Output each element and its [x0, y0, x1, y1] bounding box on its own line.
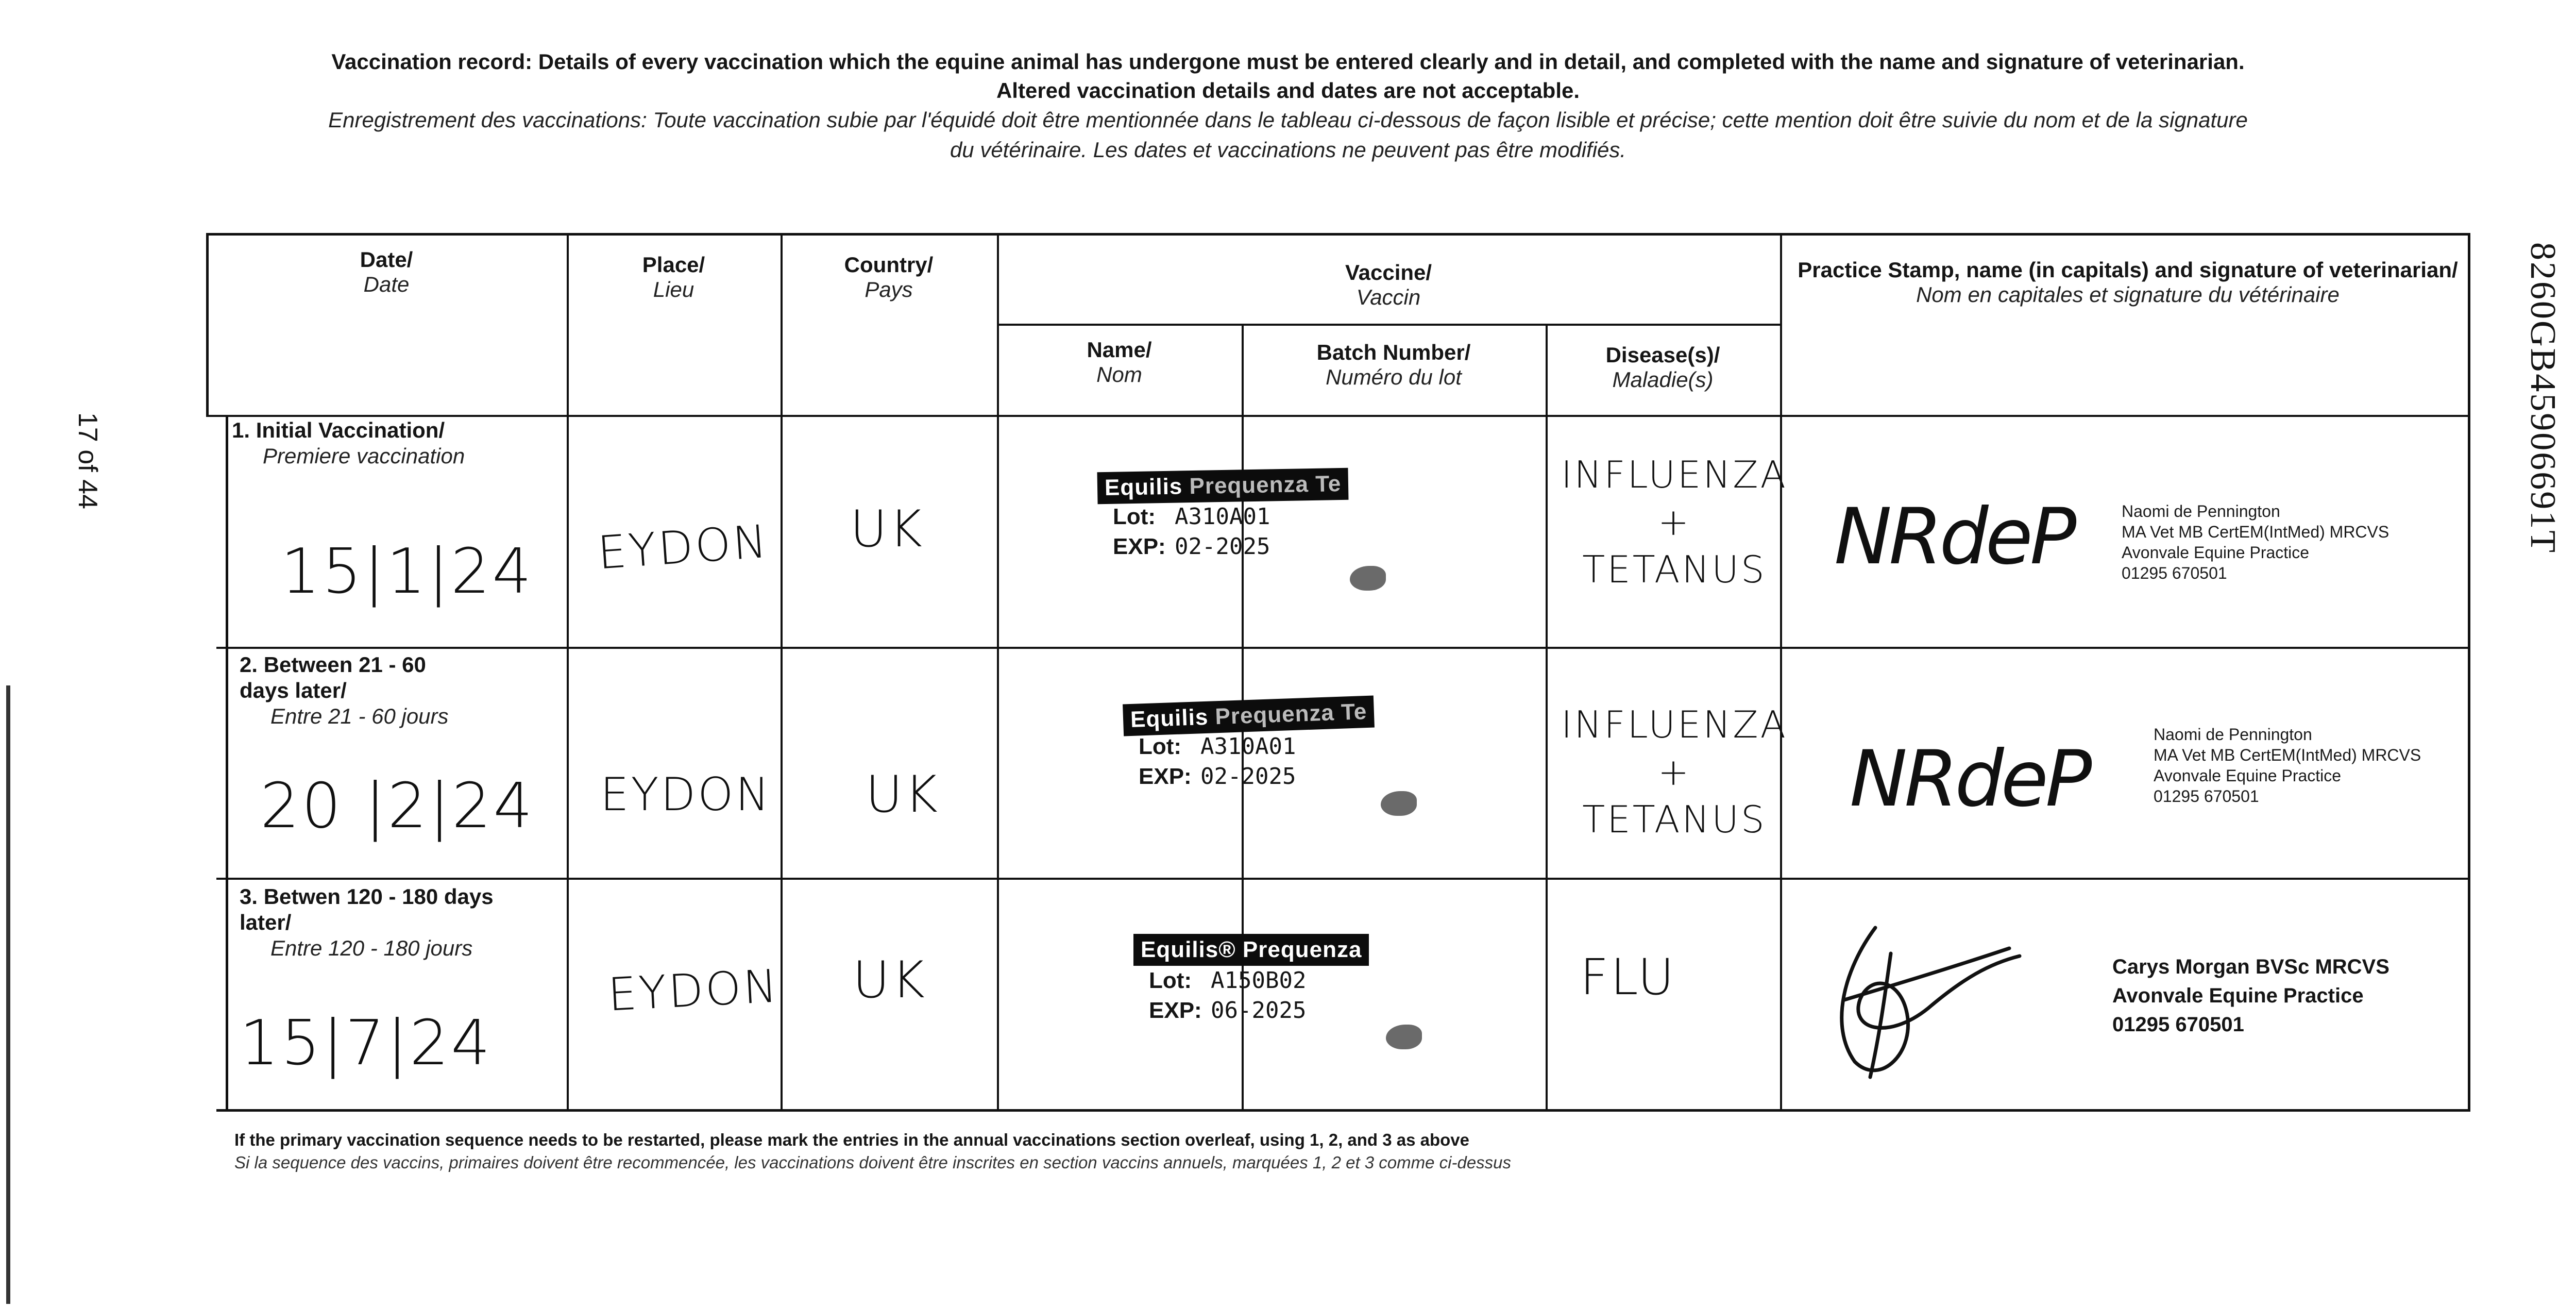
row-3-label [240, 884, 528, 961]
row-1-label [232, 417, 562, 469]
column-header-place [567, 253, 781, 302]
row-1-disease-line-3: TETANUS [1582, 548, 1767, 591]
header-title-en-1: Vaccination record: Details of every vaccination which the equine animal has undergone must be entered clearly and in detail, and completed with the name and signature of veterinarian. [331, 49, 2245, 74]
column-date-en: Date/ [360, 247, 413, 272]
column-vaccine-en: Vaccine/ [1345, 260, 1432, 284]
row-1-disease-line-2: + [1657, 500, 1691, 544]
row-3-vaccine-sticker [1133, 934, 1422, 1026]
row-2-vaccine-product: Prequenza Te [1214, 699, 1368, 730]
row-2-label-fr: Entre 21 - 60 jours [270, 704, 449, 728]
row-1-vaccine-brand: Equilis [1104, 474, 1183, 501]
row-3-practice-stamp [2112, 952, 2389, 1039]
row-2-disease [1540, 701, 1808, 843]
vaccination-record-header [155, 47, 2421, 165]
row-2-disease-line-2: + [1657, 750, 1691, 794]
restart-note-fr: Si la sequence des vaccins, primaires doivent être recommencée, les vaccinations doivent être inscrites en section vaccins annuels, marquées 1, 2 et 3 comme ci-dessus [234, 1153, 1512, 1172]
column-header-country [781, 253, 997, 302]
row-1-place: EYDON [596, 514, 771, 580]
row-3-disease-line-1: FLU [1580, 948, 1676, 1006]
row-3-vaccine-badge [1133, 934, 1369, 966]
row-1-date: 15|1|24 [281, 536, 534, 608]
row-3-stamp-practice: Avonvale Equine Practice [2112, 984, 2364, 1007]
row-1-exp-value: 02-2025 [1175, 533, 1270, 560]
row-3-lot-line [1149, 966, 1422, 996]
row-3-signature-scribble [1814, 907, 2030, 1093]
column-header-batch [1242, 340, 1546, 390]
restart-note-en: If the primary vaccination sequence needs to be restarted, please mark the entries in the annual vaccinations section overleaf, using 1, 2, and 3 as above [234, 1130, 1470, 1149]
row-2-practice-stamp [2154, 724, 2421, 807]
row-2-place: EYDON [600, 768, 772, 821]
row-1-stamp-name: Naomi de Pennington [2122, 502, 2280, 521]
row-2-disease-line-1: INFLUENZA [1561, 703, 1788, 746]
column-vaccine-fr: Vaccin [1356, 285, 1421, 309]
column-name-en: Name/ [1087, 338, 1152, 362]
row-2-stamp-qualifications: MA Vet MB CertEM(IntMed) MRCVS [2154, 746, 2421, 764]
row-2-lot-value: A310A01 [1200, 733, 1296, 760]
row-1-vaccine-sticker [1097, 470, 1386, 562]
page-number-marker: 17 of 44 [73, 412, 103, 509]
column-practice-fr: Nom en capitales et signature du vétérinaire [1916, 282, 2340, 307]
row-2-label-en: 2. Between 21 - 60 days later/ [240, 652, 426, 702]
row-1-sticker-mark [1350, 566, 1386, 591]
column-header-disease [1546, 343, 1780, 392]
row-1-lot-value: A310A01 [1175, 504, 1270, 530]
passport-number: 8260GB45906691T [2523, 242, 2563, 554]
row-3-exp-label: EXP: [1149, 998, 1202, 1023]
row-2-country: UK [866, 765, 940, 824]
row-2-exp-line [1139, 762, 1412, 792]
row-3-exp-value: 06-2025 [1211, 997, 1307, 1024]
row-3-label-fr: Entre 120 - 180 jours [270, 936, 473, 960]
row-3-place: EYDON [606, 959, 781, 1021]
scan-edge-mark [6, 685, 10, 1304]
column-practice-en: Practice Stamp, name (in capitals) and signature of veterinarian/ [1798, 258, 2458, 282]
row-1-disease [1540, 451, 1808, 593]
row-1-stamp-qualifications: MA Vet MB CertEM(IntMed) MRCVS [2122, 523, 2389, 541]
row-2-signature: NRdeP [1850, 734, 2089, 824]
row-1-disease-line-1: INFLUENZA [1561, 453, 1788, 496]
column-header-name [997, 338, 1242, 387]
header-title-fr-2: du vétérinaire. Les dates et vaccinations ne peuvent pas être modifiés. [950, 138, 1626, 162]
row-1-vaccine-product: Prequenza Te [1189, 471, 1342, 499]
column-date-fr: Date [363, 272, 410, 296]
row-2-lot-line [1139, 732, 1412, 762]
row-2-stamp-name: Naomi de Pennington [2154, 725, 2312, 744]
column-batch-fr: Numéro du lot [1326, 365, 1462, 389]
column-country-fr: Pays [865, 277, 913, 301]
row-3-vaccine-brand: Equilis® [1141, 937, 1236, 962]
column-name-fr: Nom [1096, 362, 1142, 387]
column-country-en: Country/ [844, 253, 934, 277]
row-3-stamp-name: Carys Morgan BVSc MRCVS [2112, 956, 2389, 978]
row-3-disease [1546, 948, 1710, 1006]
row-1-stamp-phone: 01295 670501 [2122, 564, 2227, 582]
row-2-sticker-mark [1381, 791, 1417, 816]
row-3-sticker-mark [1386, 1025, 1422, 1049]
row-3-vaccine-product: Prequenza [1242, 937, 1362, 962]
row-3-exp-line [1149, 996, 1422, 1026]
header-title-en-2: Altered vaccination details and dates are not acceptable. [996, 78, 1580, 103]
column-header-practice [1793, 258, 2463, 307]
row-3-country: UK [853, 951, 927, 1010]
row-2-vaccine-brand: Equilis [1130, 704, 1209, 733]
row-3-label-en: 3. Betwen 120 - 180 days later/ [240, 884, 494, 934]
row-1-label-fr: Premiere vaccination [263, 444, 465, 468]
row-1-exp-label: EXP: [1113, 534, 1166, 559]
row-2-vaccine-sticker [1123, 700, 1412, 792]
column-batch-en: Batch Number/ [1316, 340, 1471, 364]
row-1-country: UK [850, 500, 924, 559]
row-2-exp-label: EXP: [1139, 764, 1192, 789]
column-place-fr: Lieu [653, 277, 694, 301]
column-header-vaccine [997, 260, 1780, 310]
row-2-label [240, 652, 466, 729]
row-1-label-en: 1. Initial Vaccination/ [232, 418, 445, 442]
column-header-date [206, 247, 567, 297]
row-2-vaccine-badge [1123, 696, 1375, 736]
row-1-practice-stamp [2122, 501, 2389, 583]
row-1-lot-line [1113, 502, 1386, 532]
row-2-date: 20 |2|24 [260, 770, 535, 842]
header-title-fr-1: Enregistrement des vaccinations: Toute vaccination subie par l'équidé doit être mentionnée dans le tableau ci-dessous de façon lisible et précise; cette mention doit être suivie du nom et de la signature [328, 108, 2248, 132]
row-1-vaccine-badge [1097, 468, 1348, 504]
row-2-exp-value: 02-2025 [1200, 763, 1296, 790]
column-place-en: Place/ [642, 253, 705, 277]
row-2-disease-line-3: TETANUS [1582, 798, 1767, 841]
row-2-stamp-phone: 01295 670501 [2154, 787, 2259, 806]
row-3-stamp-phone: 01295 670501 [2112, 1013, 2244, 1036]
row-1-stamp-practice: Avonvale Equine Practice [2122, 543, 2310, 562]
column-disease-en: Disease(s)/ [1605, 343, 1720, 367]
restart-note [234, 1129, 1511, 1174]
row-1-exp-line [1113, 532, 1386, 562]
column-disease-fr: Maladie(s) [1612, 367, 1714, 392]
row-1-lot-label: Lot: [1113, 504, 1156, 529]
row-1-signature: NRdeP [1834, 492, 2074, 582]
row-2-lot-label: Lot: [1139, 734, 1182, 759]
row-3-lot-label: Lot: [1149, 968, 1192, 993]
row-2-stamp-practice: Avonvale Equine Practice [2154, 766, 2342, 785]
row-3-lot-value: A150B02 [1211, 967, 1307, 994]
row-3-date: 15|7|24 [240, 1008, 493, 1079]
